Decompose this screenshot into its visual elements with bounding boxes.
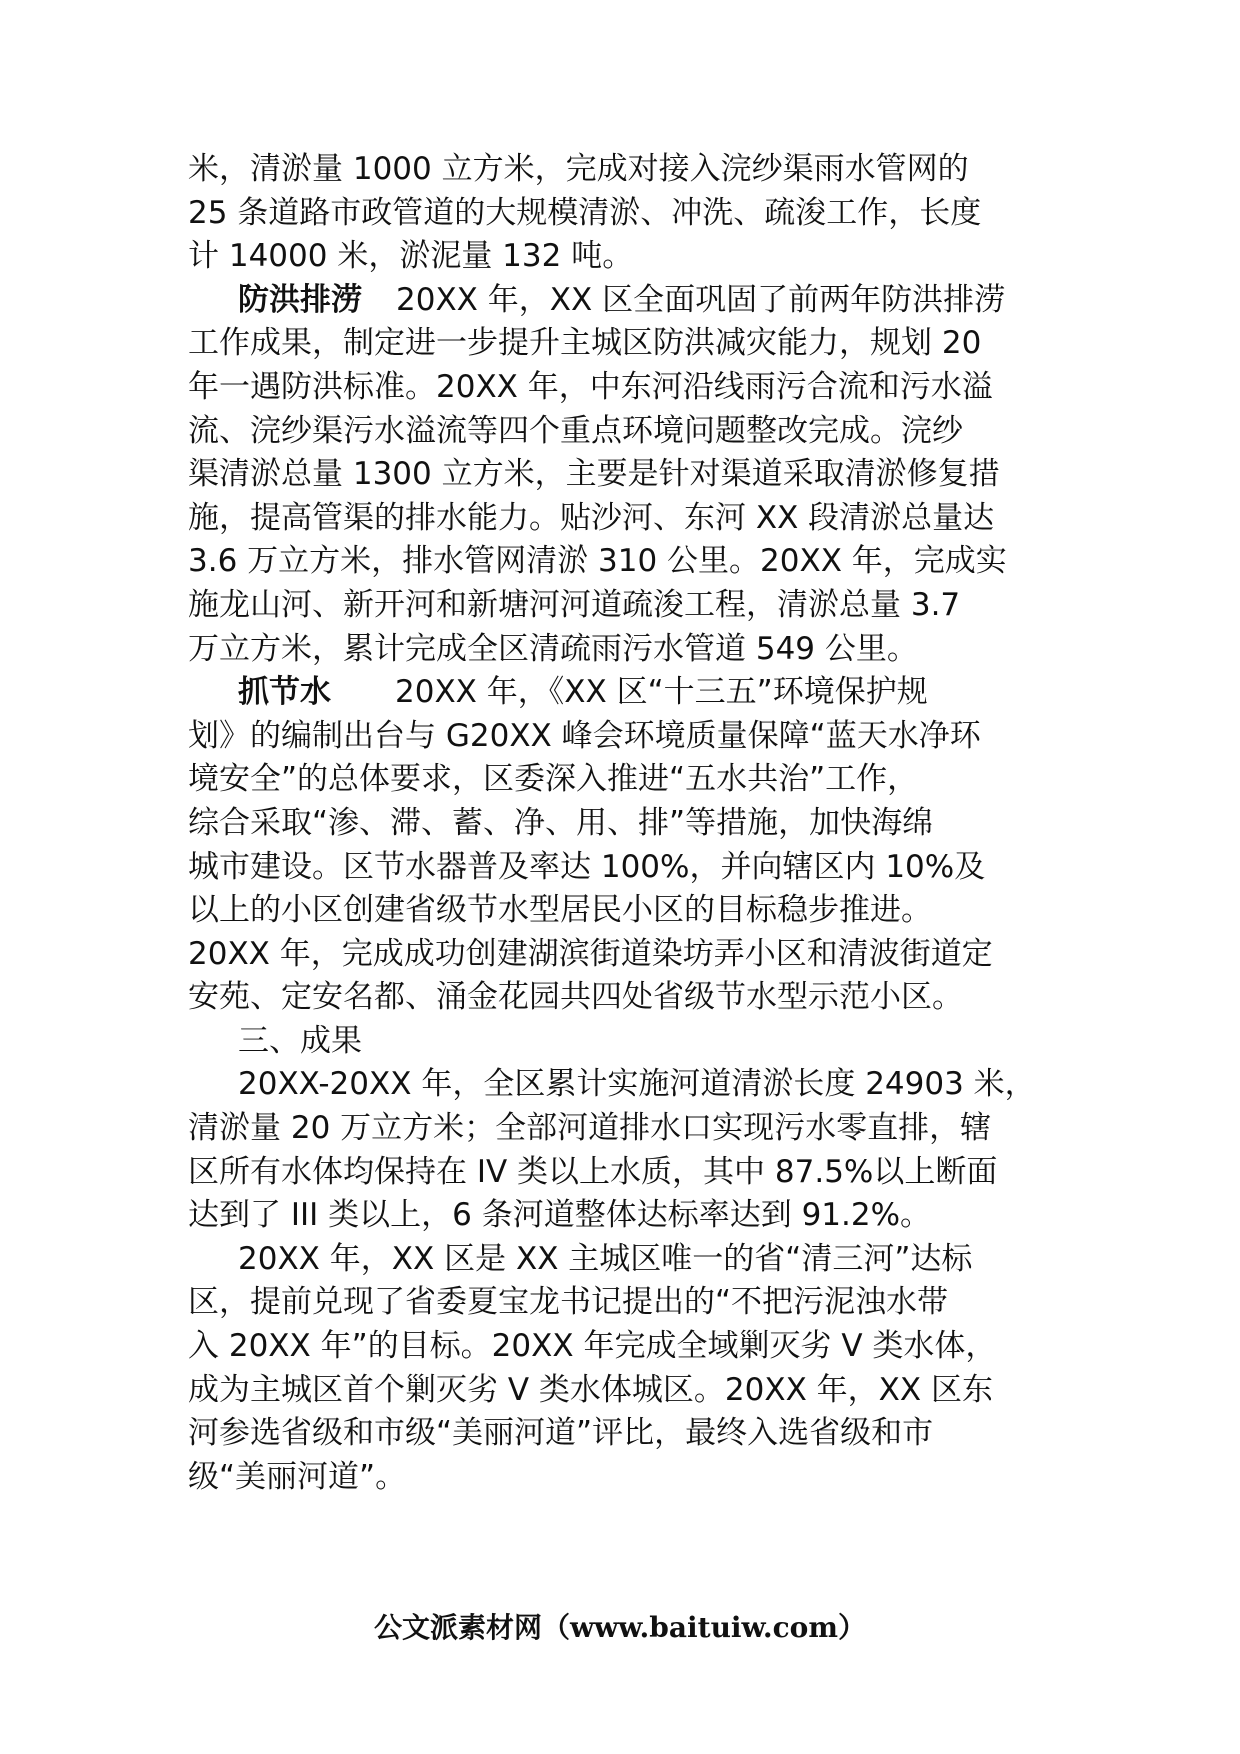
text-line: 工作成果，制定进一步提升主城区防洪减灾能力，规划 20: [188, 325, 982, 362]
text-line: 入 20XX 年”的目标。20XX 年完成全域剿灭劣 V 类水体，: [188, 1328, 997, 1365]
paragraph-water-saving-first-line: [188, 671, 1068, 715]
text-line: 级“美丽河道”。: [188, 1458, 407, 1495]
text-line: 达到了 III 类以上，6 条河道整体达标率达到 91.2%。: [188, 1197, 932, 1234]
text-line: 区，提前兑现了省委夏宝龙书记提出的“不把污泥浊水带: [188, 1284, 949, 1321]
text-line: 划》的编制出台与 G20XX 峰会环境质量保障“蓝天水净环: [188, 717, 981, 754]
text-line: 境安全”的总体要求，区委深入推进“五水共治”工作，: [188, 761, 919, 798]
text-line: 成为主城区首个剿灭劣 V 类水体城区。20XX 年，XX 区东: [188, 1371, 994, 1408]
text-line: 20XX-20XX 年，全区累计实施河道清淤长度 24903 米，: [238, 1066, 1036, 1103]
text-line: 城市建设。区节水器普及率达 100%，并向辖区内 10%及: [188, 848, 986, 885]
text-line: 施龙山河、新开河和新塘河河道疏浚工程，清淤总量 3.7: [188, 586, 961, 623]
text-line: 综合采取“渗、滞、蓄、净、用、排”等措施，加快海绵: [188, 804, 934, 841]
paragraph-flood-control-first-line: [188, 279, 1068, 323]
text-line: 清淤量 20 万立方米；全部河道排水口实现污水零直排，辖: [188, 1110, 992, 1147]
text-line: 以上的小区创建省级节水型居民小区的目标稳步推进。: [188, 892, 932, 929]
text-line: 20XX 年，完成成功创建湖滨街道染坊弄小区和清波街道定: [188, 935, 993, 972]
footer-watermark-text: 公文派素材网（www.baituiw.com）: [374, 1611, 866, 1644]
text-line: 米，清淤量 1000 立方米，完成对接入浣纱渠雨水管网的: [188, 151, 969, 187]
text-line: 计 14000 米，淤泥量 132 吨。: [188, 238, 634, 275]
text-line: 安苑、定安名都、涌金花园共四处省级节水型示范小区。: [188, 979, 963, 1016]
text-line: 河参选省级和市级“美丽河道”评比，最终入选省级和市: [188, 1415, 934, 1452]
text-line: 万立方米，累计完成全区清疏雨污水管道 549 公里。: [188, 630, 918, 667]
text-line: 20XX 年，《XX 区“十三五”环境保护规: [395, 674, 928, 711]
text-line: 25 条道路市政管道的大规模清淤、冲洗、疏浚工作，长度: [188, 194, 982, 231]
text-line: 3.6 万立方米，排水管网清淤 310 公里。20XX 年，完成实: [188, 543, 1007, 580]
text-line: 区所有水体均保持在 IV 类以上水质，其中 87.5%以上断面: [188, 1153, 998, 1190]
section-lead-water-saving: 抓节水: [238, 674, 331, 711]
text-line: 流、浣纱渠污水溢流等四个重点环境问题整改完成。浣纱: [188, 412, 963, 449]
text-line: 渠清淤总量 1300 立方米，主要是针对渠道采取清淤修复措: [188, 456, 1000, 493]
text-line: 20XX 年，XX 区全面巩固了前两年防洪排涝: [396, 281, 1006, 318]
text-line: 20XX 年，XX 区是 XX 主城区唯一的省“清三河”达标: [238, 1240, 973, 1277]
section-lead-flood-control: 防洪排涝: [238, 281, 362, 318]
section-heading-results: 三、成果: [238, 1022, 362, 1059]
text-line: 施，提高管渠的排水能力。贴沙河、东河 XX 段清淤总量达: [188, 499, 995, 536]
document-body: [188, 148, 1068, 1499]
text-line: 年一遇防洪标准。20XX 年，中东河沿线雨污合流和污水溢: [188, 368, 993, 405]
